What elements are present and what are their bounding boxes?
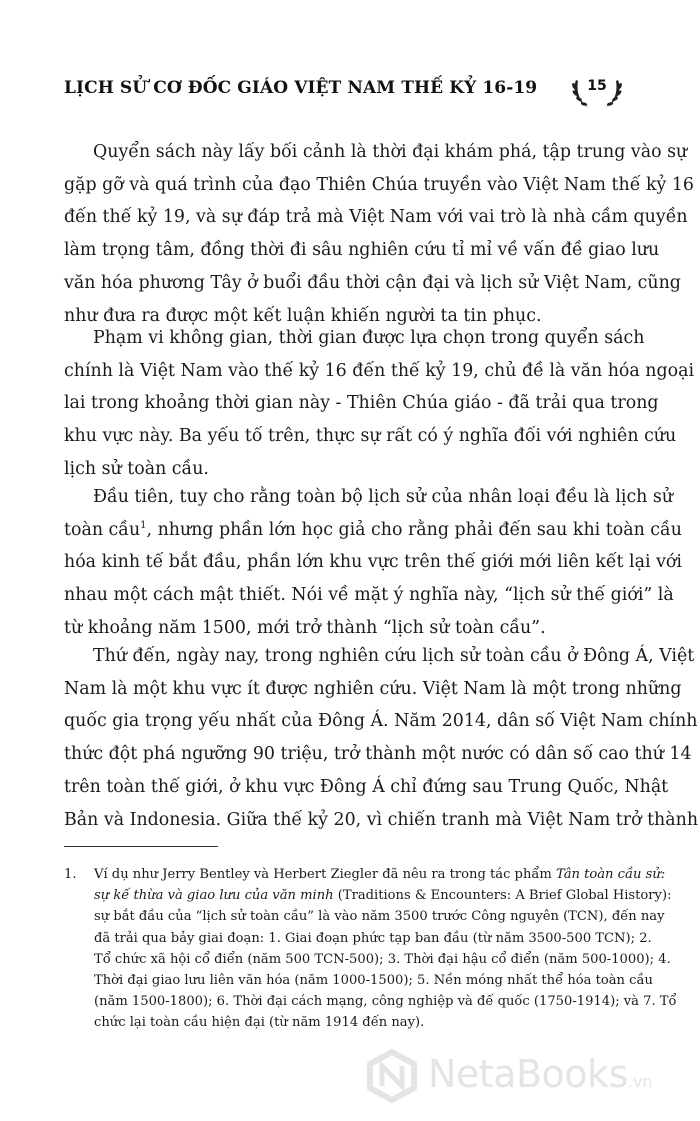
footnote-line [94,885,672,906]
footnote-ref[interactable]: 1 [140,519,147,531]
paragraph-4 [64,640,699,836]
footnote-line [94,864,666,885]
footnote-number: 1. [64,867,77,882]
footnote-line: sự bắt đầu của “lịch sử toàn cầu” là vào năm 3500 trước Công nguyên (TCN), đến nay [94,909,665,925]
netabooks-logo-icon [364,1048,420,1104]
book-title-italic: Tân toàn cầu sử: [555,867,666,882]
page-number: 15 [587,78,607,94]
text-line: gặp gỡ và quá trình của đạo Thiên Chúa truyền vào Việt Nam thế kỷ 16 [64,174,694,195]
text-fragment: , nhưng phần lớn học giả cho rằng phải đến sau khi toàn cầu [146,519,682,540]
text-line: lai trong khoảng thời gian này - Thiên Chúa giáo - đã trải qua trong [64,393,659,414]
text-line: làm trọng tâm, đồng thời đi sâu nghiên cứu tỉ mỉ về vấn đề giao lưu [64,240,660,261]
running-title: LỊCH SỬ CƠ ĐỐC GIÁO VIỆT NAM THẾ KỶ 16-19 [64,78,538,98]
text-line: trên toàn thế giới, ở khu vực Đông Á chỉ đứng sau Trung Quốc, Nhật [64,776,669,797]
text-fragment: toàn cầu [64,519,141,540]
paragraph-3 [64,481,682,645]
text-line [64,514,682,547]
text-line: Thứ đến, ngày nay, trong nghiên cứu lịch sử toàn cầu ở Đông Á, Việt [93,646,695,666]
brand-suffix: .vn [627,1072,653,1091]
text-line: thức đột phá ngưỡng 90 triệu, trở thành một nước có dân số cao thứ 14 [64,744,692,765]
text-line: Quyển sách này lấy bối cảnh là thời đại khám phá, tập trung vào sự [93,142,688,162]
text-line: lịch sử toàn cầu. [64,458,209,479]
brand-name: NetaBooks [428,1052,628,1096]
footnote-line: Tổ chức xã hội cổ điển (năm 500 TCN-500); 3. Thời đại hậu cổ điển (năm 500-1000); 4. [94,951,671,967]
text-line: nhau một cách mật thiết. Nói về mặt ý nghĩa này, “lịch sử thế giới” là [64,585,674,606]
text-line: từ khoảng năm 1500, mới trở thành “lịch sử toàn cầu”. [64,617,546,638]
page-number-badge [568,72,626,112]
footnote-line: đã trải qua bảy giai đoạn: 1. Giai đoạn phức tạp ban đầu (từ năm 3500-500 TCN); 2. [94,930,652,946]
paragraph-2 [64,322,695,486]
text-line: đến thế kỷ 19, và sự đáp trả mà Việt Nam với vai trò là nhà cầm quyền [64,207,688,228]
text-line: quốc gia trọng yếu nhất của Đông Á. Năm 2014, dân số Việt Nam chính [64,711,698,732]
text-fragment: Ví dụ như Jerry Bentley và Herbert Ziegler đã nêu ra trong tác phẩm [94,867,556,882]
footnote-line: Thời đại giao lưu liên văn hóa (năm 1000-1500); 5. Nền móng nhất thể hóa toàn cầu [94,973,653,989]
book-title-italic: sự kế thừa và giao lưu của văn minh [94,888,334,904]
footnote-divider [64,846,218,847]
watermark [364,1046,694,1106]
footnote-line: chức lại toàn cầu hiện đại (từ năm 1914 đến nay). [94,1015,425,1031]
text-line: chính là Việt Nam vào thế kỷ 16 đến thế kỷ 19, chủ đề là văn hóa ngoại [64,360,695,381]
text-line: Nam là một khu vực ít được nghiên cứu. Việt Nam là một trong những [64,678,682,699]
text-line: Phạm vi không gian, thời gian được lựa chọn trong quyển sách [93,328,645,348]
text-line: Đầu tiên, tuy cho rằng toàn bộ lịch sử của nhân loại đều là lịch sử [93,487,674,507]
text-line: như đưa ra được một kết luận khiến người ta tin phục. [64,305,542,326]
text-line: Bản và Indonesia. Giữa thế kỷ 20, vì chiến tranh mà Việt Nam trở thành [64,809,699,830]
footnote-body [94,864,677,1034]
paragraph-1 [64,136,694,332]
text-line: hóa kinh tế bắt đầu, phần lớn khu vực trên thế giới mới liên kết lại với [64,552,682,573]
footnote-line: (năm 1500-1800); 6. Thời đại cách mạng, công nghiệp và đế quốc (1750-1914); và 7. Tổ [94,994,677,1010]
watermark-text [428,1052,653,1096]
text-line: văn hóa phương Tây ở buổi đầu thời cận đại và lịch sử Việt Nam, cũng [64,272,681,293]
text-line: khu vực này. Ba yếu tố trên, thực sự rất có ý nghĩa đối với nghiên cứu [64,426,677,447]
text-fragment: (Traditions & Encounters: A Brief Global History): [333,888,672,904]
